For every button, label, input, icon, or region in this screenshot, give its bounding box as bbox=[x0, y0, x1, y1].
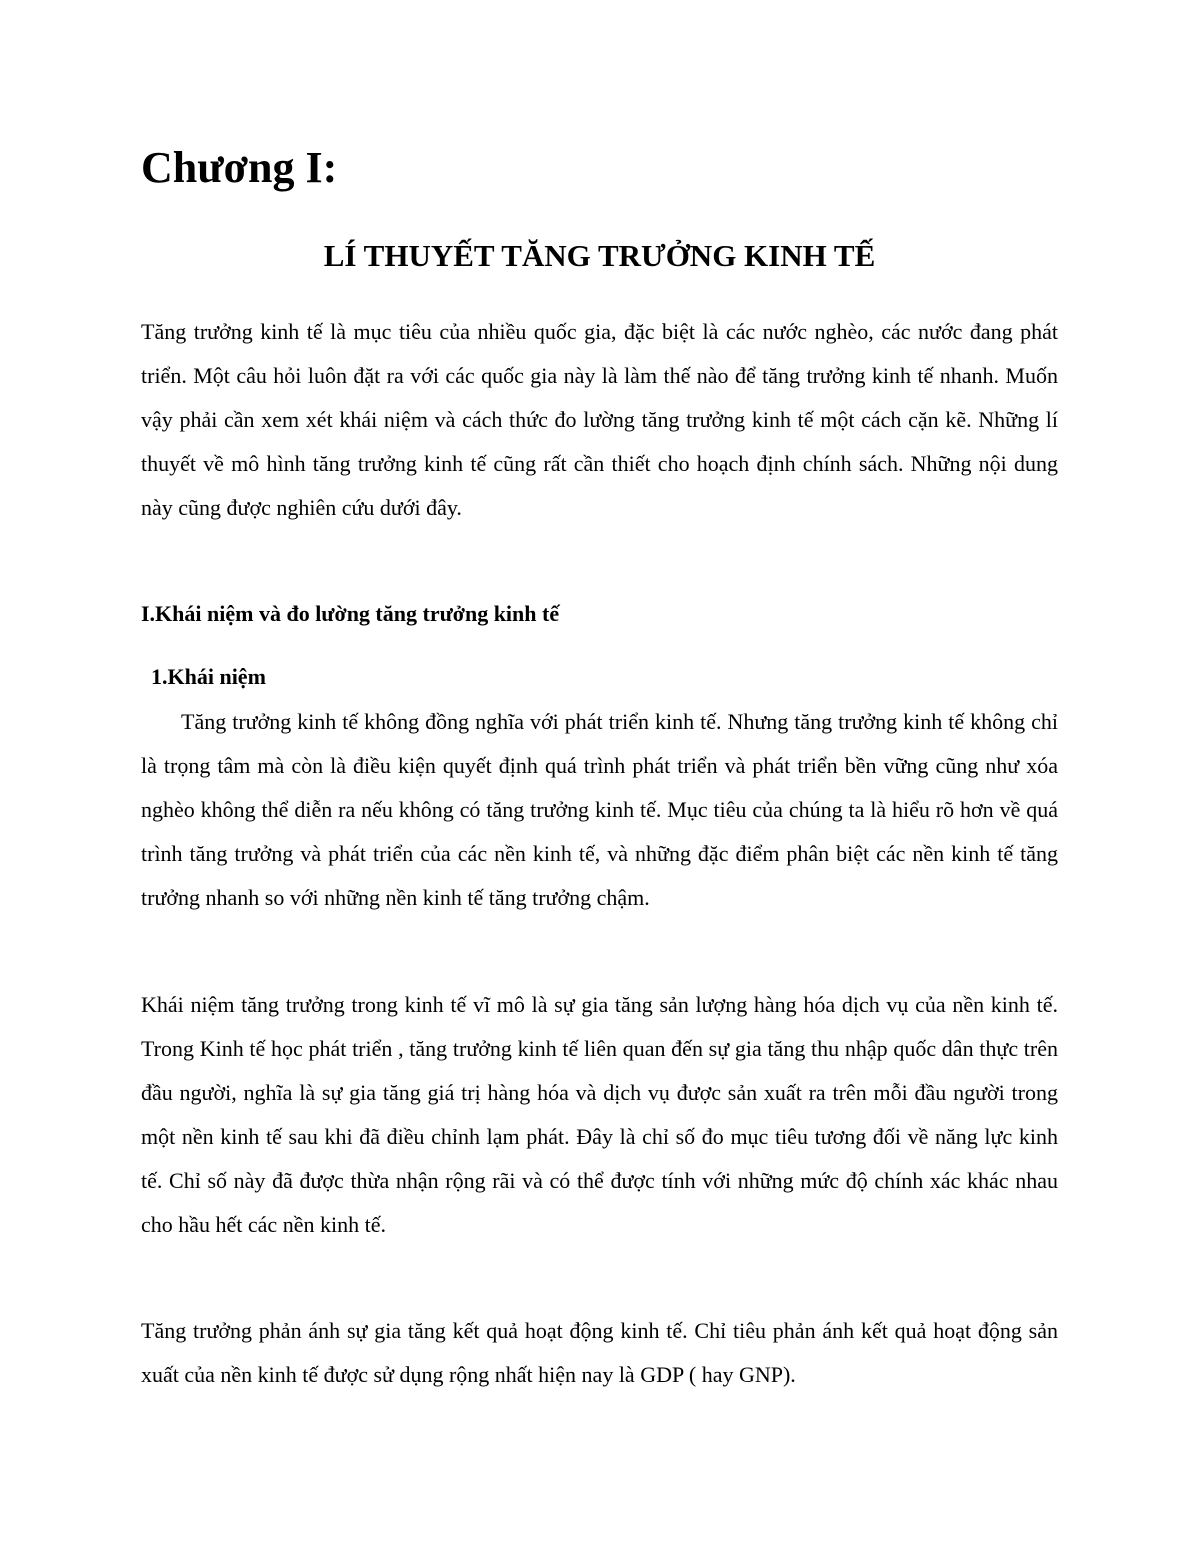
subsection-heading: 1.Khái niệm bbox=[151, 664, 266, 689]
body-paragraph: Tăng trưởng kinh tế không đồng nghĩa với phát triển kinh tế. Nhưng tăng trưởng kinh tế không chỉ là trọng tâm mà còn là điều kiện quyết định quá trình phát triển và phát triển bền vững cũng như xóa nghèo không thể diễn ra nếu không có tăng trưởng kinh tế. Mục tiêu của chúng ta là hiểu rõ hơn về quá trình tăng trưởng và phát triển của các nền kinh tế, và những đặc điểm phân biệt các nền kinh tế tăng trưởng nhanh so với những nền kinh tế tăng trưởng chậm. bbox=[141, 709, 1058, 910]
intro-paragraph: Tăng trưởng kinh tế là mục tiêu của nhiều quốc gia, đặc biệt là các nước nghèo, các nước đang phát triển. Một câu hỏi luôn đặt ra với các quốc gia này là làm thế nào để tăng trưởng kinh tế nhanh. Muốn vậy phải cần xem xét khái niệm và cách thức đo lường tăng trưởng kinh tế một cách cặn kẽ. Những lí thuyết về mô hình tăng trưởng kinh tế cũng rất cần thiết cho hoạch định chính sách. Những nội dung này cũng được nghiên cứu dưới đây. bbox=[141, 319, 1058, 520]
section-heading: I.Khái niệm và đo lường tăng trưởng kinh tế bbox=[141, 601, 560, 626]
body-paragraph: Tăng trưởng phản ánh sự gia tăng kết quả hoạt động kinh tế. Chỉ tiêu phản ánh kết quả hoạt động sản xuất của nền kinh tế được sử dụng rộng nhất hiện nay là GDP ( hay GNP). bbox=[141, 1318, 1058, 1387]
chapter-title: LÍ THUYẾT TĂNG TRƯỞNG KINH TẾ bbox=[323, 238, 876, 273]
body-paragraph: Khái niệm tăng trưởng trong kinh tế vĩ mô là sự gia tăng sản lượng hàng hóa dịch vụ của nền kinh tế. Trong Kinh tế học phát triển , tăng trưởng kinh tế liên quan đến sự gia tăng thu nhập quốc dân thực trên đầu người, nghĩa là sự gia tăng giá trị hàng hóa và dịch vụ được sản xuất ra trên mỗi đầu người trong một nền kinh tế sau khi đã điều chỉnh lạm phát. Đây là chỉ số đo mục tiêu tương đối về năng lực kinh tế. Chỉ số này đã được thừa nhận rộng rãi và có thể được tính với những mức độ chính xác khác nhau cho hầu hết các nền kinh tế. bbox=[141, 992, 1058, 1237]
chapter-heading: Chương I: bbox=[141, 143, 338, 192]
